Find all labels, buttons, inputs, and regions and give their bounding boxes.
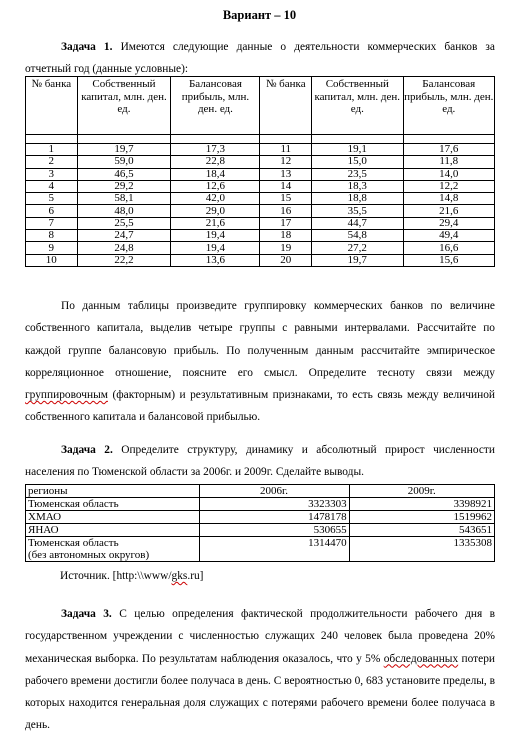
capital-cell: 46,5 xyxy=(77,168,171,180)
source-spellcheck-word: gks xyxy=(171,570,188,582)
profit-cell: 12,2 xyxy=(403,180,494,192)
region-cell xyxy=(26,537,200,562)
bank-no-cell: 1 xyxy=(26,144,78,156)
table-row xyxy=(26,511,495,524)
table-row xyxy=(26,156,495,168)
task1-question-text-a: По данным таблицы произведите группировку коммерческих банков по величине собственного капитала, выделив четыре группы с равными интервалами. Рассчитайте по каждой группе балансовую прибыль. По полученным данным рассчитайте эмпирическое корреляционное отношение, поясните его смысл. Определите тесноту связи между xyxy=(25,300,495,379)
page-title: Вариант – 10 xyxy=(222,8,297,22)
capital-cell: 24,7 xyxy=(77,230,171,242)
col-2006: 2006г. xyxy=(199,485,349,498)
bank-no-cell: 12 xyxy=(260,156,312,168)
table-row xyxy=(26,524,495,537)
value-2006-cell: 1314470 xyxy=(199,537,349,562)
task3-label: Задача 3. xyxy=(61,608,112,620)
value-2006-cell: 3323303 xyxy=(199,498,349,511)
capital-cell: 22,2 xyxy=(77,254,171,266)
region-cell: ХМАО xyxy=(26,511,200,524)
value-2006-cell: 530655 xyxy=(199,524,349,537)
bank-no-cell: 17 xyxy=(260,217,312,229)
capital-cell: 54,8 xyxy=(312,230,403,242)
value-2006-cell: 1478178 xyxy=(199,511,349,524)
table-row xyxy=(26,168,495,180)
bank-no-cell: 10 xyxy=(26,254,78,266)
table-row xyxy=(26,205,495,217)
region-cell-line-2: (без автономных округов) xyxy=(28,549,150,561)
capital-cell: 15,0 xyxy=(312,156,403,168)
profit-cell: 21,6 xyxy=(403,205,494,217)
profit-cell: 14,0 xyxy=(403,168,494,180)
profit-cell: 13,6 xyxy=(171,254,260,266)
task2-intro xyxy=(25,439,495,483)
bank-no-cell: 7 xyxy=(26,217,78,229)
profit-cell: 17,6 xyxy=(403,144,494,156)
capital-cell: 58,1 xyxy=(77,193,171,205)
task1-question-spellcheck-word: группировочным xyxy=(25,389,108,402)
population-table-header xyxy=(26,485,495,498)
table-row xyxy=(26,537,495,562)
table-row xyxy=(26,242,495,254)
task3 xyxy=(25,603,495,737)
col-regions: регионы xyxy=(26,485,200,498)
profit-cell: 29,0 xyxy=(171,205,260,217)
bank-no-cell: 18 xyxy=(260,230,312,242)
capital-cell: 44,7 xyxy=(312,217,403,229)
bank-no-cell: 5 xyxy=(26,193,78,205)
col-profit-1: Балансовая прибыль, млн. ден. ед. xyxy=(171,77,260,135)
task1-intro xyxy=(25,36,495,80)
table-row xyxy=(26,498,495,511)
source-text-b: .ru] xyxy=(187,570,204,582)
region-cell-line-1: Тюменская область xyxy=(28,537,119,549)
value-2009-cell: 3398921 xyxy=(349,498,494,511)
profit-cell: 19,4 xyxy=(171,230,260,242)
col-capital-1: Собственный капитал, млн. ден. ед. xyxy=(77,77,171,135)
capital-cell: 18,3 xyxy=(312,180,403,192)
bank-no-cell: 11 xyxy=(260,144,312,156)
task1-intro-text: Имеются следующие данные о деятельности коммерческих банков за отчетный год (данные условные): xyxy=(25,41,495,75)
task3-spellcheck-word: обследованных xyxy=(383,652,459,665)
value-2009-cell: 1519962 xyxy=(349,511,494,524)
profit-cell: 11,8 xyxy=(403,156,494,168)
capital-cell: 25,5 xyxy=(77,217,171,229)
capital-cell: 24,8 xyxy=(77,242,171,254)
profit-cell: 49,4 xyxy=(403,230,494,242)
bank-no-cell: 6 xyxy=(26,205,78,217)
bank-no-cell: 3 xyxy=(26,168,78,180)
bank-no-cell: 20 xyxy=(260,254,312,266)
table-row xyxy=(26,144,495,156)
banks-table xyxy=(25,76,495,267)
profit-cell: 14,8 xyxy=(403,193,494,205)
capital-cell: 18,8 xyxy=(312,193,403,205)
region-cell: Тюменская область xyxy=(26,498,200,511)
task1-label: Задача 1. xyxy=(61,41,113,53)
capital-cell: 27,2 xyxy=(312,242,403,254)
bank-no-cell: 4 xyxy=(26,180,78,192)
bank-no-cell: 14 xyxy=(260,180,312,192)
table-row xyxy=(26,193,495,205)
task1-question-text-b: (факторным) и результативным признаками, то есть связь между величиной собственного капитала и балансовой прибылью. xyxy=(25,389,495,424)
task3-text-a: С целью определения фактической продолжительности рабочего дня в государственном учреждении с численностью служащих 240 человек была проведена 20% механическая выборка. По результатам наблюдения оказалось, что у 5% xyxy=(25,608,496,665)
bank-no-cell: 8 xyxy=(26,230,78,242)
bank-no-cell: 2 xyxy=(26,156,78,168)
col-capital-2: Собственный капитал, млн. ден. ед. xyxy=(312,77,403,135)
population-table xyxy=(25,484,495,562)
bank-no-cell: 19 xyxy=(260,242,312,254)
profit-cell: 21,6 xyxy=(171,217,260,229)
capital-cell: 23,5 xyxy=(312,168,403,180)
col-bank-no-2: № банка xyxy=(260,77,312,135)
source-note xyxy=(60,569,203,583)
value-2009-cell: 1335308 xyxy=(349,537,494,562)
source-text-a: Источник. [http:\\www/ xyxy=(60,570,172,582)
banks-table-body xyxy=(26,135,495,267)
banks-table-header xyxy=(26,77,495,135)
table-row xyxy=(26,254,495,266)
task2-label: Задача 2. xyxy=(61,444,113,456)
value-2009-cell: 543651 xyxy=(349,524,494,537)
bank-no-cell: 16 xyxy=(260,205,312,217)
region-cell: ЯНАО xyxy=(26,524,200,537)
task2-intro-text: Определите структуру, динамику и абсолютный прирост численности населения по Тюменской области за 2006г. и 2009г. Сделайте выводы. xyxy=(25,444,495,478)
capital-cell: 29,2 xyxy=(77,180,171,192)
capital-cell: 19,1 xyxy=(312,144,403,156)
profit-cell: 22,8 xyxy=(171,156,260,168)
profit-cell: 18,4 xyxy=(171,168,260,180)
col-profit-2: Балансовая прибыль, млн. ден. ед. xyxy=(403,77,494,135)
bank-no-cell: 13 xyxy=(260,168,312,180)
profit-cell: 16,6 xyxy=(403,242,494,254)
capital-cell: 59,0 xyxy=(77,156,171,168)
table-row xyxy=(26,180,495,192)
task3-text-b: потери рабочего времени достигли более получаса в день. С вероятностью 0, 683 установите пределы, в которых находится генеральная доля служащих с потерями рабочего времени более получаса в день. xyxy=(25,652,495,732)
col-2009: 2009г. xyxy=(349,485,494,498)
profit-cell: 29,4 xyxy=(403,217,494,229)
capital-cell: 48,0 xyxy=(77,205,171,217)
capital-cell: 19,7 xyxy=(77,144,171,156)
bank-no-cell: 15 xyxy=(260,193,312,205)
bank-no-cell: 9 xyxy=(26,242,78,254)
profit-cell: 17,3 xyxy=(171,144,260,156)
task1-question xyxy=(25,295,495,429)
col-bank-no-1: № банка xyxy=(26,77,78,135)
capital-cell: 35,5 xyxy=(312,205,403,217)
capital-cell: 19,7 xyxy=(312,254,403,266)
profit-cell: 12,6 xyxy=(171,180,260,192)
table-spacer-row xyxy=(26,135,495,144)
table-row xyxy=(26,230,495,242)
profit-cell: 19,4 xyxy=(171,242,260,254)
profit-cell: 42,0 xyxy=(171,193,260,205)
table-row xyxy=(26,217,495,229)
profit-cell: 15,6 xyxy=(403,254,494,266)
